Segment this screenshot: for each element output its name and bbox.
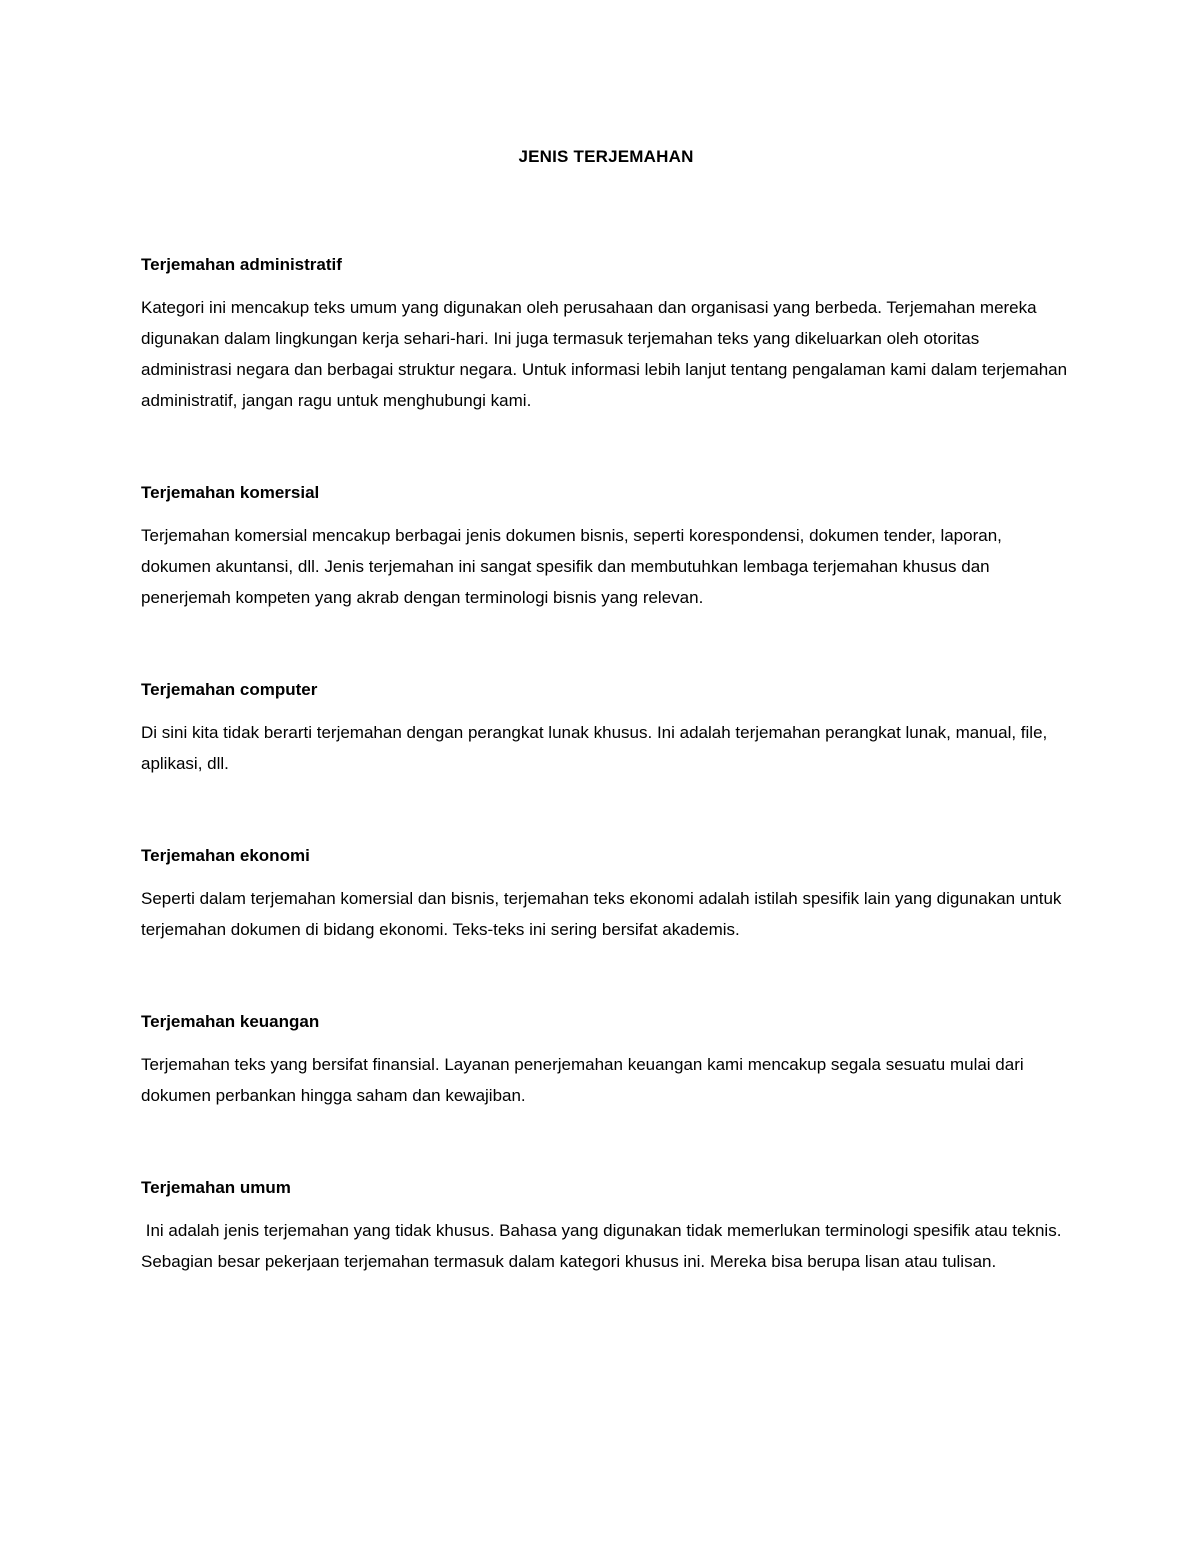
section-body: Terjemahan teks yang bersifat finansial. Layanan penerjemahan keuangan kami mencakup segala sesuatu mulai dari dokumen perbankan hingga saham dan kewajiban. [141, 1055, 1029, 1105]
section-body: Kategori ini mencakup teks umum yang digunakan oleh perusahaan dan organisasi yang berbeda. Terjemahan mereka digunakan dalam lingkungan kerja sehari-hari. Ini juga termasuk terjemahan teks yang dikeluarkan oleh otoritas administrasi negara dan berbagai struktur negara. Untuk informasi lebih lanjut tentang pengalaman kami dalam terjemahan administratif, jangan ragu untuk menghubungi kami. [141, 298, 1072, 410]
section-body: Seperti dalam terjemahan komersial dan bisnis, terjemahan teks ekonomi adalah istilah spesifik lain yang digunakan untuk terjemahan dokumen di bidang ekonomi. Teks-teks ini sering bersifat akademis. [141, 889, 1067, 939]
section-keuangan [141, 1009, 1071, 1111]
section-body: Di sini kita tidak berarti terjemahan dengan perangkat lunak khusus. Ini adalah terjemahan perangkat lunak, manual, file, aplikasi, dll. [141, 723, 1052, 773]
section-heading: Terjemahan umum [141, 1178, 291, 1197]
section-heading: Terjemahan ekonomi [141, 846, 310, 865]
section-heading: Terjemahan keuangan [141, 1012, 320, 1031]
section-umum [141, 1175, 1071, 1277]
document-title: JENIS TERJEMAHAN [518, 147, 694, 166]
section-heading: Terjemahan computer [141, 680, 318, 699]
section-body: Ini adalah jenis terjemahan yang tidak khusus. Bahasa yang digunakan tidak memerlukan terminologi spesifik atau teknis. Sebagian besar pekerjaan terjemahan termasuk dalam kategori khusus ini. Mereka bisa berupa lisan atau tulisan. [141, 1221, 1067, 1271]
section-body: Terjemahan komersial mencakup berbagai jenis dokumen bisnis, seperti korespondensi, dokumen tender, laporan, dokumen akuntansi, dll. Jenis terjemahan ini sangat spesifik dan membutuhkan lembaga terjemahan khusus dan penerjemah kompeten yang akrab dengan terminologi bisnis yang relevan. [141, 526, 1007, 607]
section-ekonomi [141, 843, 1071, 945]
section-computer [141, 677, 1071, 779]
section-komersial [141, 480, 1071, 613]
section-heading: Terjemahan administratif [141, 255, 342, 274]
section-administratif [141, 252, 1071, 416]
document-content [141, 144, 1071, 1341]
section-heading: Terjemahan komersial [141, 483, 320, 502]
